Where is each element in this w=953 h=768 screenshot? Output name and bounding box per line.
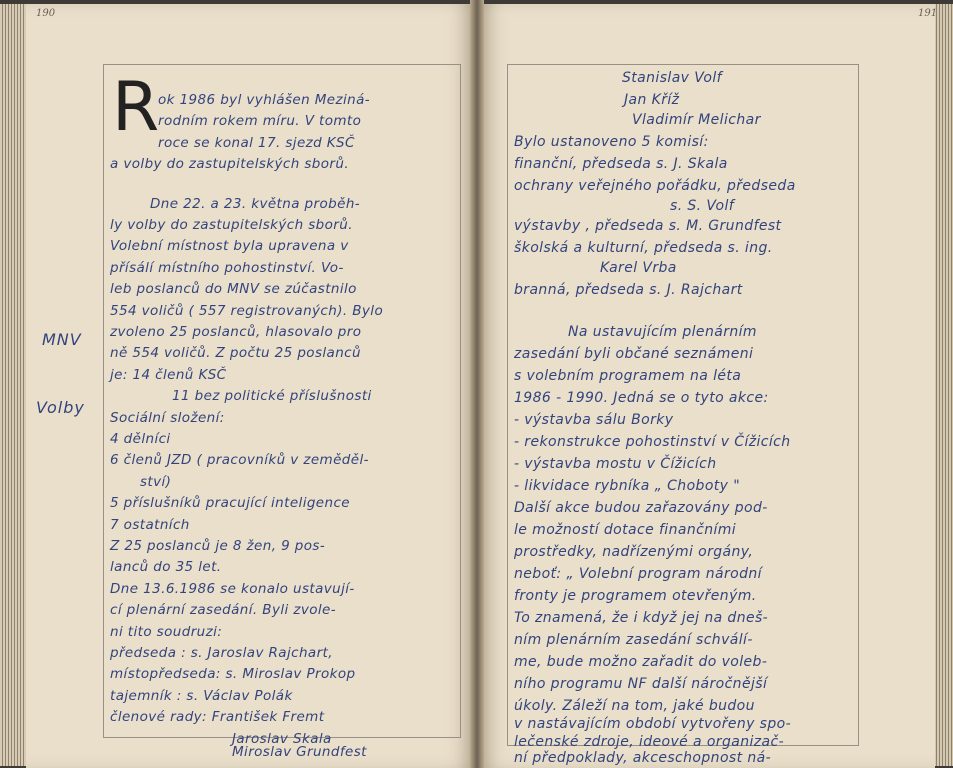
text-line: ni tito soudruzi:: [110, 623, 223, 640]
left-page-number: 190: [36, 8, 56, 19]
text-line: s volebním programem na léta: [514, 368, 742, 384]
text-line: lanců do 35 let.: [110, 559, 222, 576]
text-line: finanční, předseda s. J. Skala: [514, 156, 728, 172]
text-line: leb poslanců do MNV se zúčastnilo: [110, 281, 357, 298]
text-line: zvoleno 25 poslanců, hlasovalo pro: [110, 324, 362, 340]
text-line: Dne 13.6.1986 se konalo ustavují-: [110, 580, 355, 597]
text-line: ním plenárním zasedání schválí-: [514, 632, 753, 648]
text-line: přísálí místního pohostinství. Vo-: [110, 259, 344, 276]
text-line: zasedání byli občané seznámeni: [514, 346, 754, 362]
text-line: Na ustavujícím plenárním: [568, 324, 757, 340]
text-line: Sociální složení:: [110, 409, 225, 426]
text-line: cí plenární zasedání. Byli zvole-: [110, 602, 337, 619]
text-line: místopředseda: s. Miroslav Prokop: [110, 666, 356, 683]
left-page-edges: [0, 4, 28, 766]
text-line: branná, předseda s. J. Rajchart: [514, 282, 743, 298]
text-line: Vladimír Melichar: [632, 112, 761, 128]
text-line: Miroslav Grundfest: [232, 744, 367, 760]
text-line: školská a kulturní, předseda s. ing.: [514, 240, 773, 256]
text-line: Dne 22. a 23. května proběh-: [150, 195, 361, 212]
text-line: neboť: „ Volební program národní: [514, 566, 762, 582]
text-line: tajemník : s. Václav Polák: [110, 687, 293, 704]
text-line: - likvidace rybníka „ Choboty ": [514, 478, 741, 494]
text-line: - rekonstrukce pohostinství v Čížicích: [514, 434, 791, 450]
text-line: Bylo ustanoveno 5 komisí:: [514, 134, 709, 150]
text-line: le možností dotace finančními: [514, 522, 737, 538]
text-line: 7 ostatních: [110, 516, 190, 533]
text-line: - výstavba sálu Borky: [514, 412, 674, 428]
text-line: v nastávajícím období vytvořeny spo-: [514, 716, 792, 732]
book-gutter: [470, 0, 484, 768]
text-line: členové rady: František Fremt: [110, 709, 325, 726]
text-line: úkoly. Záleží na tom, jaké budou: [514, 698, 755, 714]
text-line: me, bude možno zařadit do voleb-: [514, 654, 768, 670]
text-line: předseda : s. Jaroslav Rajchart,: [110, 645, 333, 661]
text-line: 5 příslušníků pracující inteligence: [110, 495, 350, 512]
text-line: ně 554 voličů. Z počtu 25 poslanců: [110, 345, 361, 362]
right-page-edges: [933, 4, 953, 766]
text-line: Stanislav Volf: [622, 70, 722, 86]
margin-note-volby: Volby: [36, 398, 85, 417]
right-page-number: 191: [918, 8, 938, 19]
text-line: 6 členů JZD ( pracovníků v zeměděl-: [110, 452, 369, 469]
text-line: 4 dělníci: [110, 431, 171, 447]
text-line: - výstavba mostu v Čížicích: [514, 456, 717, 472]
text-line: lečenské zdroje, ideové a organizač-: [514, 734, 785, 750]
decorated-initial: R: [112, 68, 160, 147]
text-line: Karel Vrba: [600, 260, 677, 276]
margin-note-mnv: MNV: [42, 330, 82, 349]
text-line: výstavby , předseda s. M. Grundfest: [514, 218, 782, 234]
text-line: ok 1986 byl vyhlášen Meziná-: [158, 92, 371, 108]
text-line: s. S. Volf: [670, 198, 735, 214]
text-line: je: 14 členů KSČ: [110, 366, 227, 383]
text-line: To znamená, že i když jej na dneš-: [514, 610, 769, 626]
text-line: ní předpoklady, akceschopnost ná-: [514, 750, 772, 766]
text-line: Další akce budou zařazovány pod-: [514, 500, 768, 516]
text-line: 11 bez politické příslušnosti: [172, 388, 372, 405]
text-line: Jaroslav Skala: [232, 730, 332, 747]
text-line: prostředky, nadřízenými orgány,: [514, 544, 754, 560]
text-line: rodním rokem míru. V tomto: [158, 113, 362, 130]
text-line: Jan Kříž: [624, 92, 680, 108]
text-line: roce se konal 17. sjezd KSČ: [158, 134, 355, 151]
text-line: Z 25 poslanců je 8 žen, 9 pos-: [110, 538, 326, 554]
text-line: 554 voličů ( 557 registrovaných). Bylo: [110, 302, 384, 319]
text-line: ního programu NF další náročnější: [514, 676, 768, 692]
text-line: fronty je programem otevřeným.: [514, 588, 757, 604]
text-line: a volby do zastupitelských sborů.: [110, 156, 350, 173]
text-line: ly volby do zastupitelských sborů.: [110, 217, 353, 233]
text-line: 1986 - 1990. Jedná se o tyto akce:: [514, 390, 769, 406]
text-line: ochrany veřejného pořádku, předseda: [514, 178, 796, 194]
text-line: ství): [140, 473, 172, 490]
text-line: Volební místnost byla upravena v: [110, 238, 349, 255]
